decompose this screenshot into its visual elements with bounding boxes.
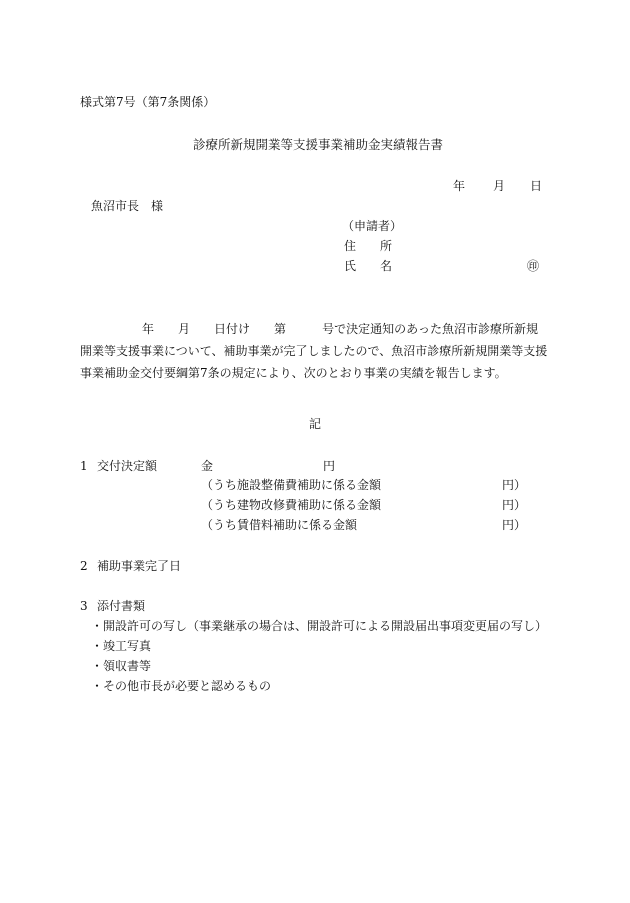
form-id: 様式第7号（第7条関係） — [80, 95, 216, 109]
date-day-label: 日 — [530, 179, 543, 193]
attachment-item: ・領収書等 — [91, 659, 152, 673]
section-1-sub-1-unit: 円） — [502, 478, 527, 492]
seal-mark: ㊞ — [527, 259, 540, 273]
applicant-name-label: 氏 名 — [344, 259, 393, 273]
section-1-number: 1 — [80, 459, 88, 473]
body-line-3: 事業補助金交付要綱第7条の規定により、次のとおり事業の実績を報告します。 — [80, 366, 507, 380]
section-1-sub-3-label: （うち賃借料補助に係る金額 — [201, 518, 358, 532]
ki-heading: 記 — [309, 417, 322, 431]
date-year-label: 年 — [453, 179, 466, 193]
body-line-2: 開業等支援事業について、補助事業が完了しましたので、魚沼市診療所新規開業等支援 — [80, 344, 548, 358]
body-line1-rest: 号で決定通知のあった魚沼市診療所新規 — [322, 322, 538, 336]
body-daytsuke: 日付け — [214, 322, 251, 336]
section-1-kin: 金 — [201, 459, 214, 473]
section-3-label: 添付書類 — [97, 599, 146, 613]
applicant-address-label: 住 所 — [344, 239, 393, 253]
section-1-sub-2-label: （うち建物改修費補助に係る金額 — [201, 498, 382, 512]
addressee: 魚沼市長 様 — [91, 199, 164, 213]
attachment-item: ・竣工写真 — [91, 639, 152, 653]
body-month: 月 — [178, 322, 191, 336]
section-2-label: 補助事業完了日 — [97, 559, 182, 573]
applicant-header: （申請者） — [342, 219, 403, 233]
section-1-en: 円 — [323, 459, 336, 473]
section-1-sub-3-unit: 円） — [502, 518, 527, 532]
body-dai: 第 — [274, 322, 287, 336]
body-line-1 — [80, 318, 550, 340]
attachment-item: ・その他市長が必要と認めるもの — [91, 679, 272, 693]
section-1-sub-1-label: （うち施設整備費補助に係る金額 — [201, 478, 382, 492]
document-title: 診療所新規開業等支援事業補助金実績報告書 — [193, 137, 444, 152]
section-1-label: 交付決定額 — [97, 459, 158, 473]
attachment-item: ・開設許可の写し（事業継承の場合は、開設許可による開設届出事項変更届の写し） — [91, 619, 548, 633]
date-month-label: 月 — [493, 179, 506, 193]
body-year: 年 — [142, 322, 155, 336]
section-1-sub-2-unit: 円） — [502, 498, 527, 512]
section-3-number: 3 — [80, 599, 88, 613]
section-2-number: 2 — [80, 559, 88, 573]
report-body — [80, 318, 550, 384]
